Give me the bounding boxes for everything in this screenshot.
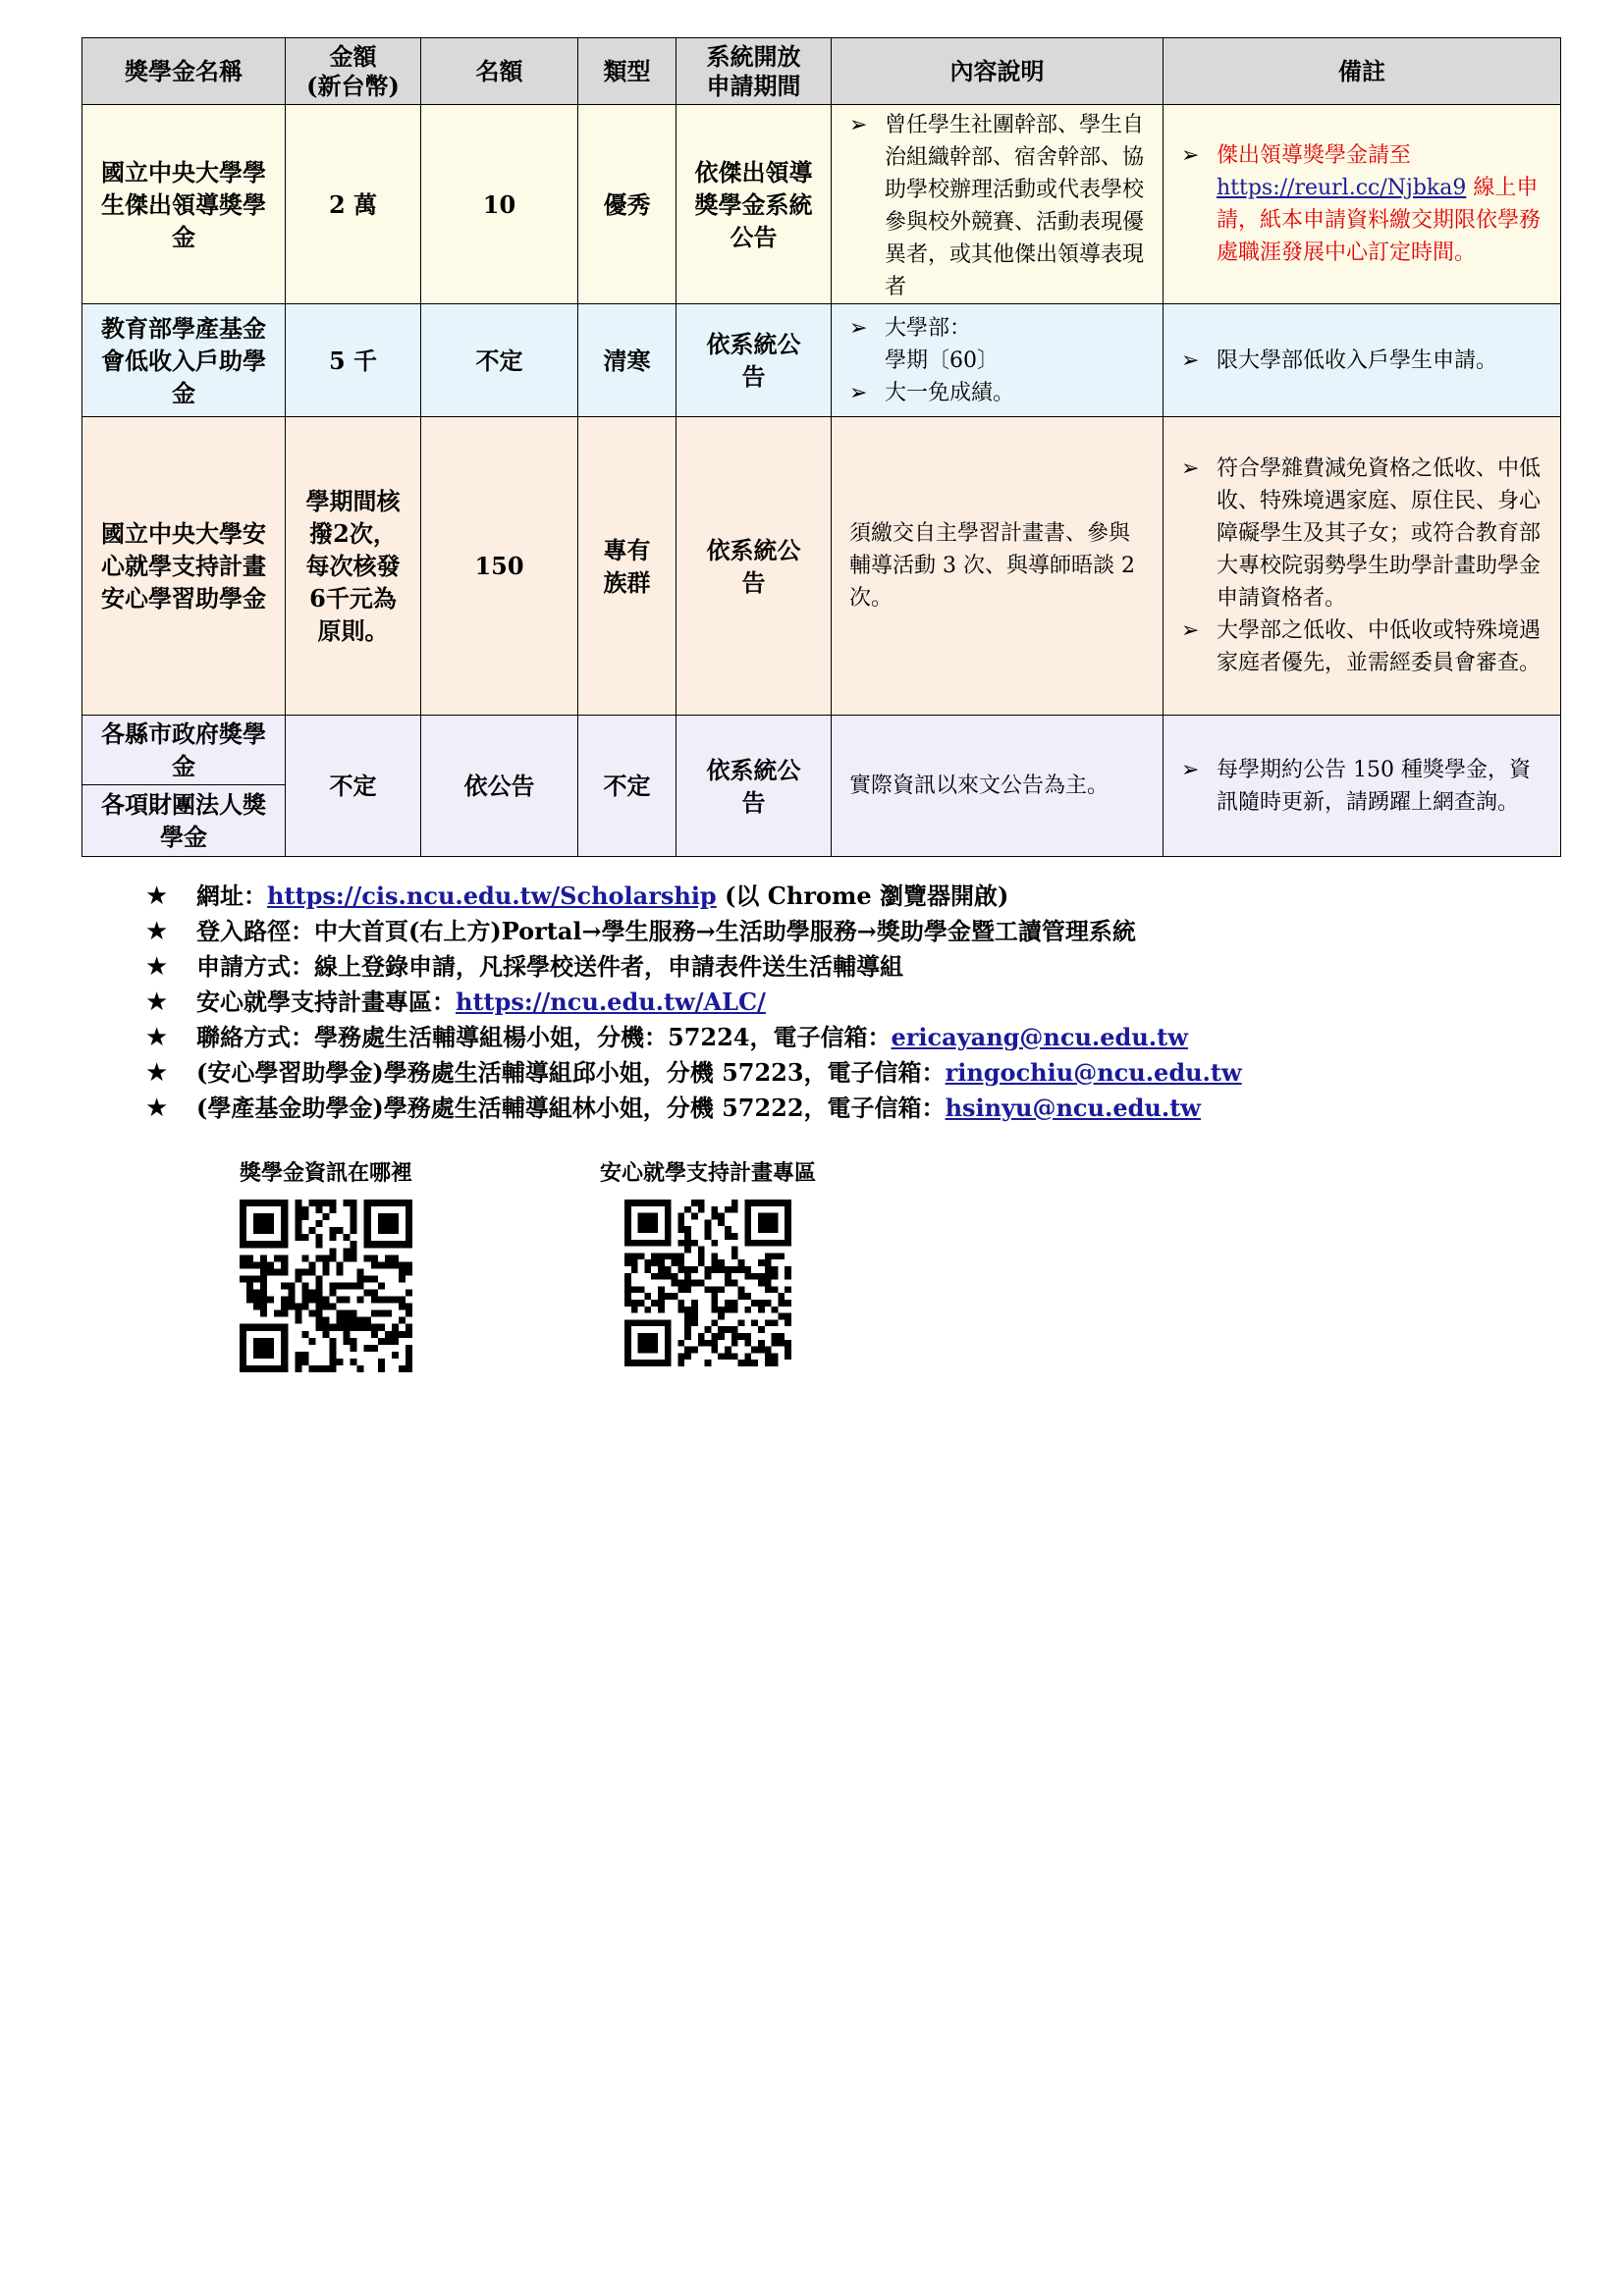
table-row bbox=[82, 304, 1561, 417]
arrowhead-bullet-icon: ➢ bbox=[849, 380, 868, 405]
star-icon: ★ bbox=[145, 881, 169, 911]
info-notes bbox=[145, 879, 1520, 1126]
email-link-chiu[interactable]: ringochiu@ncu.edu.tw bbox=[945, 1058, 1242, 1087]
star-icon: ★ bbox=[145, 917, 169, 946]
header-row bbox=[82, 38, 1561, 105]
col-header-content: 內容說明 bbox=[832, 38, 1164, 105]
list-item: ➢ 大學部之低收、中低收或特殊境遇家庭者優先，並需經委員會審查。 bbox=[1181, 614, 1550, 679]
scholarship-remark bbox=[1164, 105, 1561, 304]
list-item: ➢ 傑出領導獎學金請至 https://reurl.cc/Njbka9 線上申請，紙本申請資料繳交期限依學務處職涯發展中心訂定時間。 bbox=[1181, 139, 1550, 269]
qr-caption: 獎學金資訊在哪裡 bbox=[239, 1160, 412, 1186]
list-item: ➢ 每學期約公告 150 種獎學金，資訊隨時更新，請踴躍上網查詢。 bbox=[1181, 754, 1550, 819]
scholarship-content bbox=[832, 304, 1164, 417]
scholarship-type: 不定 bbox=[578, 716, 677, 857]
scholarship-type: 優秀 bbox=[578, 105, 677, 304]
col-header-name: 獎學金名稱 bbox=[82, 38, 286, 105]
list-item: ➢ 大一免成績。 bbox=[849, 377, 1153, 409]
scholarship-name bbox=[82, 716, 286, 857]
qr-caption: 安心就學支持計畫專區 bbox=[599, 1160, 816, 1186]
note-contact: ★ 聯絡方式：學務處生活輔導組楊小姐，分機：57224，電子信箱：ericayang@ncu.edu.tw bbox=[145, 1020, 1520, 1055]
note-contact-fund: ★ (學產基金助學金)學務處生活輔導組林小姐，分機 57222，電子信箱：hsinyu@ncu.edu.tw bbox=[145, 1091, 1520, 1126]
scholarship-name: 國立中央大學學生傑出領導獎學金 bbox=[82, 105, 286, 304]
scholarship-name: 教育部學產基金會低收入戶助學金 bbox=[82, 304, 286, 417]
qr-code-icon[interactable] bbox=[624, 1200, 791, 1366]
email-link-lin[interactable]: hsinyu@ncu.edu.tw bbox=[945, 1094, 1201, 1122]
arrowhead-bullet-icon: ➢ bbox=[1181, 456, 1200, 481]
scholarship-amount: 不定 bbox=[286, 716, 421, 857]
scholarship-period: 依傑出領導獎學金系統公告 bbox=[677, 105, 832, 304]
arrowhead-bullet-icon: ➢ bbox=[1181, 618, 1200, 643]
qr-block-scholarship bbox=[208, 1158, 444, 1376]
note-apply-method: ★ 申請方式：線上登錄申請，凡採學校送件者，申請表件送生活輔導組 bbox=[145, 949, 1520, 985]
scholarship-period: 依系統公告 bbox=[677, 417, 832, 716]
table-row bbox=[82, 417, 1561, 716]
star-icon: ★ bbox=[145, 1094, 169, 1123]
scholarship-content bbox=[832, 105, 1164, 304]
scholarship-remark bbox=[1164, 417, 1561, 716]
table-row bbox=[82, 105, 1561, 304]
qr-code-icon[interactable] bbox=[240, 1200, 412, 1372]
scholarship-period: 依系統公告 bbox=[677, 304, 832, 417]
name-part-b: 各項財團法人獎學金 bbox=[101, 790, 266, 851]
note-login-path: ★ 登入路徑：中大首頁(右上方)Portal→學生服務→生活助學服務→獎助學金暨工讀管理系統 bbox=[145, 914, 1520, 949]
name-part-a: 各縣市政府獎學金 bbox=[82, 716, 285, 785]
arrowhead-bullet-icon: ➢ bbox=[1181, 143, 1200, 168]
scholarship-amount: 2 萬 bbox=[286, 105, 421, 304]
arrowhead-bullet-icon: ➢ bbox=[1181, 757, 1200, 782]
note-website: ★ 網址：https://cis.ncu.edu.tw/Scholarship (以 Chrome 瀏覽器開啟) bbox=[145, 879, 1520, 914]
arrowhead-bullet-icon: ➢ bbox=[849, 315, 868, 341]
arrowhead-bullet-icon: ➢ bbox=[849, 113, 868, 137]
scholarship-site-link[interactable]: https://cis.ncu.edu.tw/Scholarship bbox=[267, 881, 717, 910]
star-icon: ★ bbox=[145, 1023, 169, 1052]
list-item: ➢ 曾任學生社團幹部、學生自治組織幹部、宿舍幹部、協助學校辦理活動或代表學校參與校外競賽、活動表現優異者，或其他傑出領導表現者 bbox=[849, 109, 1153, 303]
scholarship-remark bbox=[1164, 716, 1561, 857]
scholarship-amount: 學期間核撥2次，每次核發6千元為原則。 bbox=[286, 417, 421, 716]
star-icon: ★ bbox=[145, 952, 169, 982]
list-item: ➢ 限大學部低收入戶學生申請。 bbox=[1181, 345, 1550, 377]
remark-link[interactable]: https://reurl.cc/Njbka9 bbox=[1217, 176, 1467, 200]
scholarship-content: 須繳交自主學習計畫書、參與輔導活動 3 次、與導師晤談 2 次。 bbox=[832, 417, 1164, 716]
scholarship-quota: 依公告 bbox=[421, 716, 578, 857]
col-header-type: 類型 bbox=[578, 38, 677, 105]
table-row bbox=[82, 716, 1561, 857]
qr-block-alc bbox=[566, 1158, 850, 1370]
scholarship-name: 國立中央大學安心就學支持計畫安心學習助學金 bbox=[82, 417, 286, 716]
arrowhead-bullet-icon: ➢ bbox=[1181, 347, 1200, 373]
star-icon: ★ bbox=[145, 988, 169, 1017]
scholarship-remark bbox=[1164, 304, 1561, 417]
note-contact-alc: ★ (安心學習助學金)學務處生活輔導組邱小姐，分機 57223，電子信箱：ringochiu@ncu.edu.tw bbox=[145, 1055, 1520, 1091]
star-icon: ★ bbox=[145, 1058, 169, 1088]
scholarship-period: 依系統公告 bbox=[677, 716, 832, 857]
email-link-yang[interactable]: ericayang@ncu.edu.tw bbox=[891, 1023, 1188, 1051]
scholarship-type: 專有族群 bbox=[578, 417, 677, 716]
scholarship-type: 清寒 bbox=[578, 304, 677, 417]
list-item: ➢ 符合學雜費減免資格之低收、中低收、特殊境遇家庭、原住民、身心障礙學生及其子女；或符合教育部大專校院弱勢學生助學計畫助學金申請資格者。 bbox=[1181, 453, 1550, 614]
col-header-period: 系統開放 申請期間 bbox=[677, 38, 832, 105]
scholarship-quota: 150 bbox=[421, 417, 578, 716]
col-header-amount: 金額 (新台幣) bbox=[286, 38, 421, 105]
scholarship-quota: 不定 bbox=[421, 304, 578, 417]
scholarship-amount: 5 千 bbox=[286, 304, 421, 417]
col-header-remark: 備註 bbox=[1164, 38, 1561, 105]
alc-link[interactable]: https://ncu.edu.tw/ALC/ bbox=[456, 988, 766, 1016]
note-alc-zone: ★ 安心就學支持計畫專區：https://ncu.edu.tw/ALC/ bbox=[145, 985, 1520, 1020]
list-item: ➢ 大學部： 學期〔60〕 bbox=[849, 312, 1153, 377]
scholarship-content: 實際資訊以來文公告為主。 bbox=[832, 716, 1164, 857]
col-header-quota: 名額 bbox=[421, 38, 578, 105]
scholarship-quota: 10 bbox=[421, 105, 578, 304]
scholarship-table bbox=[81, 37, 1561, 857]
